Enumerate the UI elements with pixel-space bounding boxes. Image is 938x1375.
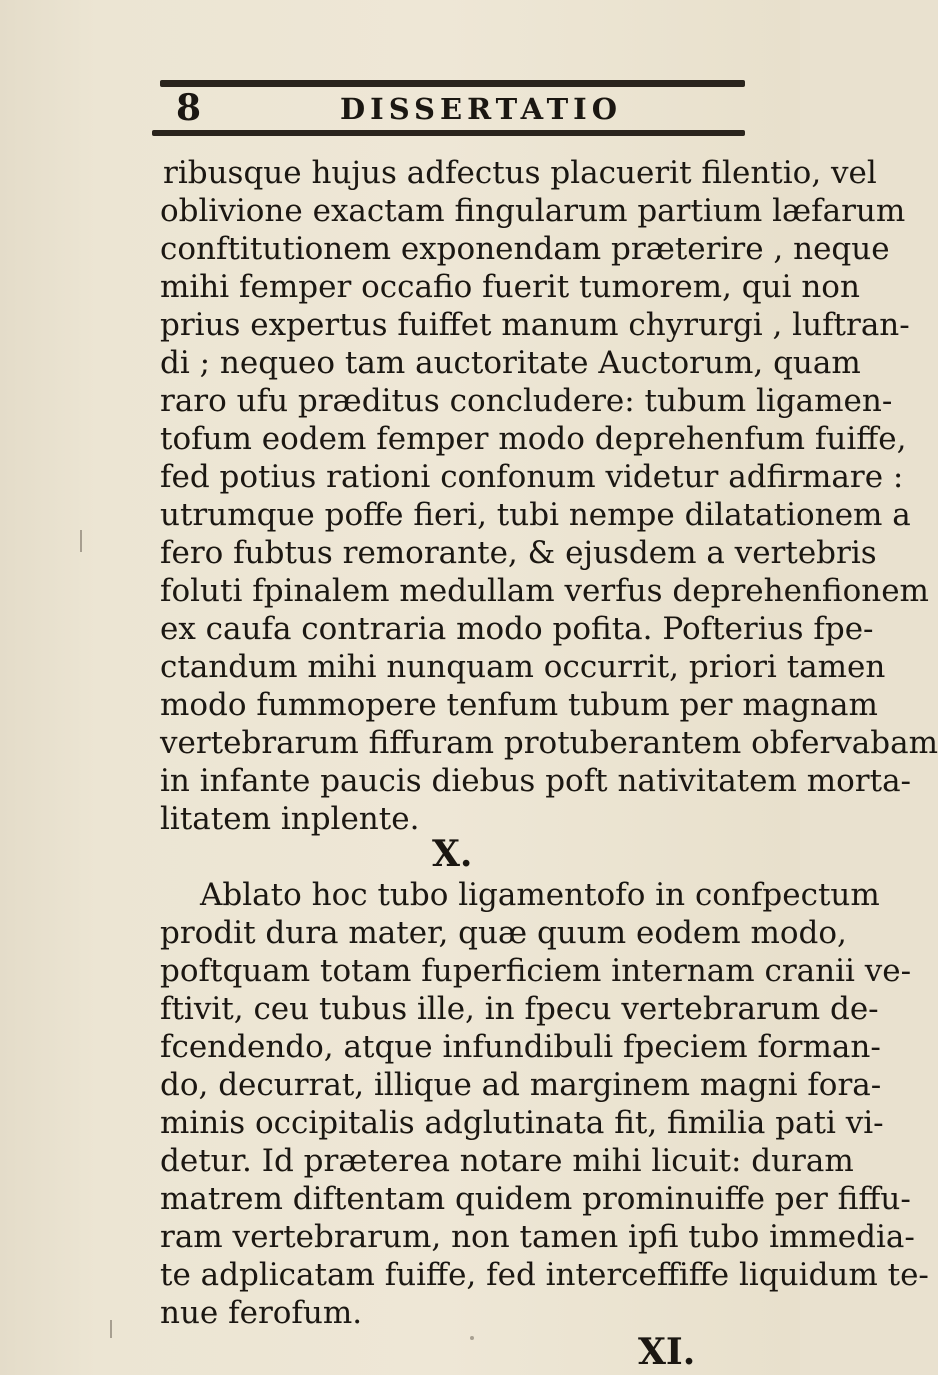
text-line: ftivit, ceu tubus ille, in fpecu vertebrarum de- [160, 991, 879, 1027]
text-line: conftitutionem exponendam præterire , neque [160, 231, 890, 267]
section-heading: X. [432, 833, 473, 875]
text-line: fed potius rationi confonum videtur adfirmare : [160, 459, 904, 495]
text-line: detur. Id præterea notare mihi licuit: duram [160, 1143, 854, 1179]
paper-speck [80, 530, 82, 552]
text-line: raro ufu præditus concludere: tubum ligamen- [160, 383, 893, 419]
paper-speck [110, 1320, 112, 1338]
text-line: ctandum mihi nunquam occurrit, priori tamen [160, 649, 886, 685]
text-line: in infante paucis diebus poft nativitatem morta- [160, 763, 912, 799]
text-line: matrem diftentam quidem prominuiffe per fiffu- [160, 1181, 911, 1217]
text-line: Ablato hoc tubo ligamentofo in confpectum [200, 877, 880, 913]
text-line: do, decurrat, illique ad marginem magni fora- [160, 1067, 882, 1103]
text-line: te adplicatam fuiffe, fed interceffiffe liquidum te- [160, 1257, 929, 1293]
text-line: fero fubtus remorante, & ejusdem a vertebris [160, 535, 877, 571]
text-line: vertebrarum fiffuram protuberantem obfervabam [160, 725, 938, 761]
page-number: 8 [176, 87, 202, 129]
text-line: utrumque poffe fieri, tubi nempe dilatationem a [160, 497, 911, 533]
text-line: nue ferofum. [160, 1295, 363, 1331]
text-line: di ; nequeo tam auctoritate Auctorum, quam [160, 345, 861, 381]
text-line: mihi femper occafio fuerit tumorem, qui non [160, 269, 860, 305]
text-line: oblivione exactam fingularum partium læfarum [160, 193, 906, 229]
text-line: minis occipitalis adglutinata fit, fimilia pati vi- [160, 1105, 884, 1141]
paper-speck [470, 1336, 474, 1340]
catchword: XI. [638, 1331, 696, 1373]
text-line: foluti fpinalem medullam verfus deprehenfionem [160, 573, 929, 609]
text-line: modo fummopere tenfum tubum per magnam [160, 687, 878, 723]
running-head: DISSERTATIO [340, 92, 622, 126]
text-line: ex caufa contraria modo pofita. Pofterius fpe- [160, 611, 874, 647]
text-line: litatem inplente. [160, 801, 420, 837]
text-line: tofum eodem femper modo deprehenfum fuiffe, [160, 421, 907, 457]
text-line: prodit dura mater, quæ quum eodem modo, [160, 915, 847, 951]
text-line: ram vertebrarum, non tamen ipfi tubo immedia- [160, 1219, 915, 1255]
text-line: fcendendo, atque infundibuli fpeciem forman- [160, 1029, 881, 1065]
text-line: ribusque hujus adfectus placuerit filentio, vel [163, 155, 877, 191]
text-line: prius expertus fuiffet manum chyrurgi , luftran- [160, 307, 910, 343]
text-line: poftquam totam fuperficiem internam cranii ve- [160, 953, 912, 989]
